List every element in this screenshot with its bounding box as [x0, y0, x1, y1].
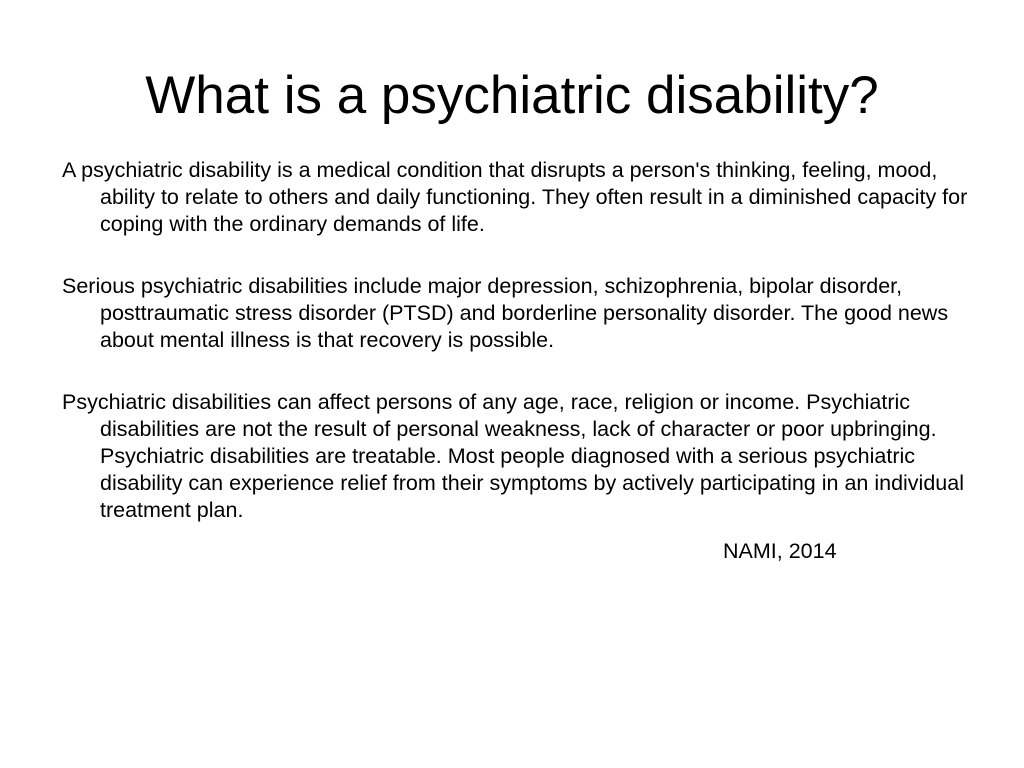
slide-body	[62, 157, 982, 565]
paragraph-definition: A psychiatric disability is a medical condition that disrupts a person's thinking, feeling, mood, ability to relate to others and daily functioning. They often result in a diminished capacity for coping with the ordinary demands of life.	[62, 158, 968, 236]
citation: NAMI, 2014	[723, 539, 837, 563]
paragraph-serious-disabilities: Serious psychiatric disabilities include major depression, schizophrenia, bipolar disorder, posttraumatic stress disorder (PTSD) and borderline personality disorder. The good news about mental illness is that recovery is possible.	[62, 274, 949, 352]
slide-title: What is a psychiatric disability?	[145, 66, 879, 125]
paragraph-affects-anyone: Psychiatric disabilities can affect persons of any age, race, religion or income. Psychiatric disabilities are not the result of personal weakness, lack of character or poor upbringing. Psychiatric disabilities are treatable. Most people diagnosed with a serious psychiatric disability can experience relief from their symptoms by actively participating in an individual treatment plan.	[62, 390, 964, 522]
